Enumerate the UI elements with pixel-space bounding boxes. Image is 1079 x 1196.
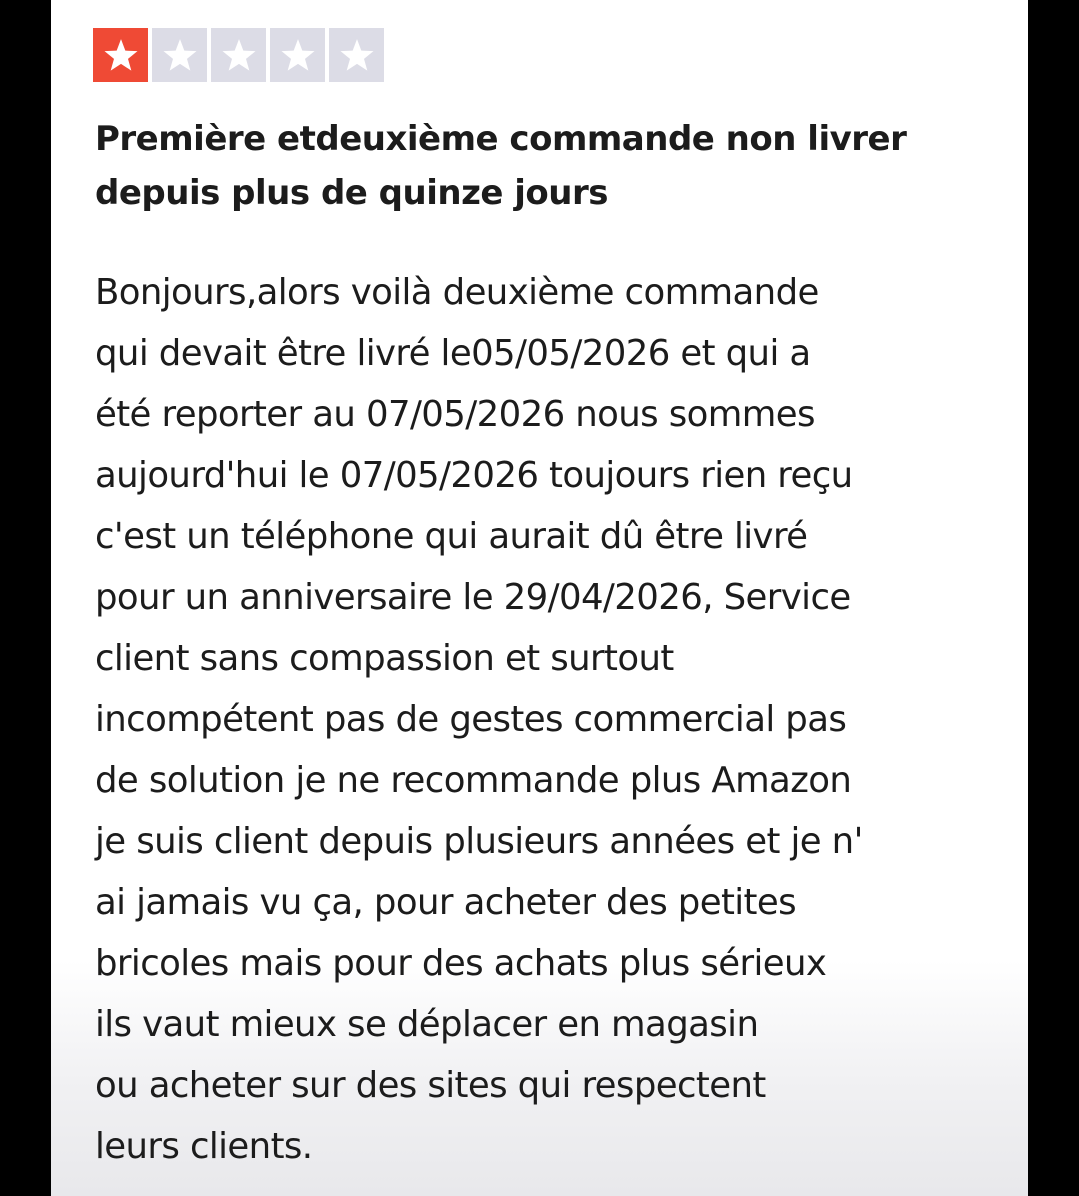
review-title [95,112,995,220]
review-card [51,0,1028,1196]
review-body-line: pour un anniversaire le 29/04/2026, Service [95,577,851,618]
review-body-line: je suis client depuis plusieurs années et je n' [95,821,863,862]
star-icon [152,28,207,82]
review-body [95,262,1015,1177]
review-body-line: aujourd'hui le 07/05/2026 toujours rien reçu [95,455,853,496]
review-body-line: qui devait être livré le05/05/2026 et qui a [95,333,811,374]
review-body-line: leurs clients. [95,1126,313,1167]
review-body-line: incompétent pas de gestes commercial pas [95,699,847,740]
star-icon [270,28,325,82]
review-body-line: ils vaut mieux se déplacer en magasin [95,1004,759,1045]
review-title-line: depuis plus de quinze jours [95,173,608,213]
review-body-line: ou acheter sur des sites qui respectent [95,1065,766,1106]
review-body-line: ai jamais vu ça, pour acheter des petites [95,882,796,923]
review-body-line: été reporter au 07/05/2026 nous sommes [95,394,815,435]
review-body-line: client sans compassion et surtout [95,638,674,679]
review-body-line: Bonjours,alors voilà deuxième commande [95,272,819,313]
star-icon [93,28,148,82]
star-icon [329,28,384,82]
review-body-line: c'est un téléphone qui aurait dû être livré [95,516,808,557]
review-body-line: de solution je ne recommande plus Amazon [95,760,852,801]
review-body-line: bricoles mais pour des achats plus sérieux [95,943,827,984]
review-title-line: Première etdeuxième commande non livrer [95,119,907,159]
star-rating [93,28,384,82]
star-icon [211,28,266,82]
